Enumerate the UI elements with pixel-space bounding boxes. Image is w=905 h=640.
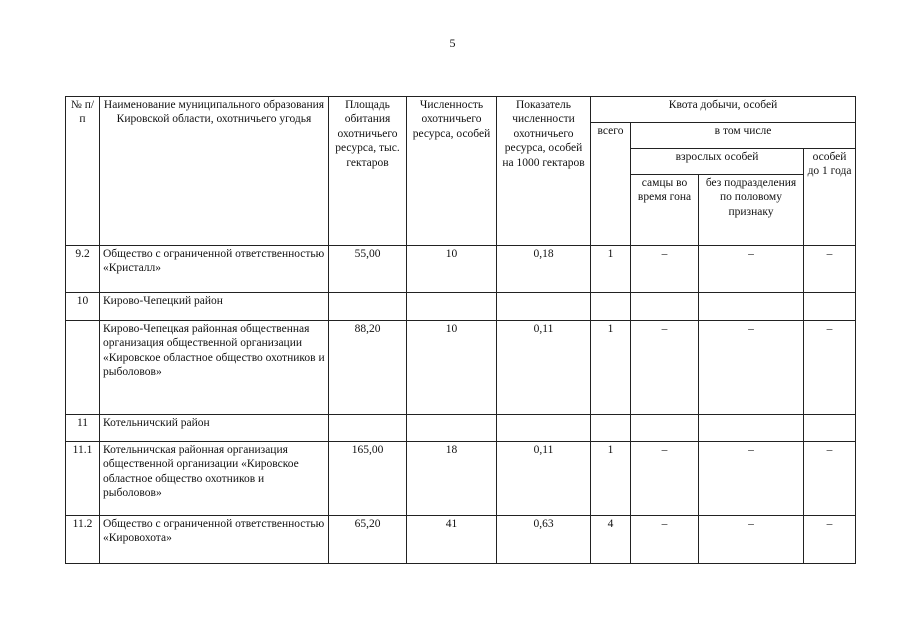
table-row <box>66 442 856 516</box>
cell-males-rut <box>631 415 699 442</box>
cell-area <box>329 293 407 321</box>
cell-density: 0,63 <box>497 516 591 564</box>
cell-num: 11 <box>66 415 100 442</box>
cell-males-rut: – <box>631 516 699 564</box>
cell-num: 9.2 <box>66 246 100 293</box>
cell-area: 55,00 <box>329 246 407 293</box>
cell-no-sex-split: – <box>699 321 804 415</box>
cell-total <box>591 415 631 442</box>
cell-name: Общество с ограниченной ответственностью «Кристалл» <box>100 246 329 293</box>
cell-area: 88,20 <box>329 321 407 415</box>
header-quota: Квота добычи, особей <box>591 97 856 123</box>
cell-no-sex-split: – <box>699 516 804 564</box>
header-count: Численность охотничьего ресурса, особей <box>407 97 497 246</box>
cell-males-rut <box>631 293 699 321</box>
cell-males-rut: – <box>631 321 699 415</box>
cell-count <box>407 293 497 321</box>
cell-under-year <box>804 415 856 442</box>
cell-count: 41 <box>407 516 497 564</box>
table-row <box>66 321 856 415</box>
cell-under-year: – <box>804 442 856 516</box>
quota-table <box>65 96 856 564</box>
cell-count: 18 <box>407 442 497 516</box>
cell-area: 165,00 <box>329 442 407 516</box>
cell-density: 0,18 <box>497 246 591 293</box>
header-no-sex-split: без подразделения по половому признаку <box>699 175 804 246</box>
cell-density <box>497 293 591 321</box>
header-density: Показатель численности охотничьего ресурса, особей на 1000 гектаров <box>497 97 591 246</box>
cell-total: 1 <box>591 321 631 415</box>
cell-count: 10 <box>407 246 497 293</box>
header-area: Площадь обитания охотничьего ресурса, тыс. гектаров <box>329 97 407 246</box>
page-number: 5 <box>449 36 456 50</box>
cell-under-year: – <box>804 246 856 293</box>
cell-density: 0,11 <box>497 442 591 516</box>
cell-num <box>66 321 100 415</box>
cell-area <box>329 415 407 442</box>
cell-total: 1 <box>591 442 631 516</box>
cell-no-sex-split: – <box>699 246 804 293</box>
cell-name: Кирово-Чепецкая районная общественная организация общественной организации «Кировское областное общество охотников и рыболовов» <box>100 321 329 415</box>
table-row <box>66 246 856 293</box>
table-row <box>66 293 856 321</box>
header-total: всего <box>591 123 631 246</box>
header-adults: взрослых особей <box>631 149 804 175</box>
cell-num: 11.2 <box>66 516 100 564</box>
cell-count <box>407 415 497 442</box>
cell-name: Общество с ограниченной ответственностью «Кировохота» <box>100 516 329 564</box>
cell-total <box>591 293 631 321</box>
cell-count: 10 <box>407 321 497 415</box>
cell-name: Котельничский район <box>100 415 329 442</box>
table-row <box>66 415 856 442</box>
cell-no-sex-split <box>699 293 804 321</box>
cell-under-year: – <box>804 516 856 564</box>
cell-num: 10 <box>66 293 100 321</box>
cell-no-sex-split <box>699 415 804 442</box>
header-including: в том числе <box>631 123 856 149</box>
header-num: № п/п <box>66 97 100 246</box>
cell-density: 0,11 <box>497 321 591 415</box>
cell-total: 4 <box>591 516 631 564</box>
cell-males-rut: – <box>631 442 699 516</box>
header-name: Наименование муниципального образования Кировской области, охотничьего угодья <box>100 97 329 246</box>
header-males-rut: самцы во время гона <box>631 175 699 246</box>
header-under-year: особей до 1 года <box>804 149 856 246</box>
cell-under-year: – <box>804 321 856 415</box>
cell-density <box>497 415 591 442</box>
cell-males-rut: – <box>631 246 699 293</box>
table-body <box>66 246 856 564</box>
cell-name: Котельничская районная организация общественной организации «Кировское областное общество охотников и рыболовов» <box>100 442 329 516</box>
table-row <box>66 516 856 564</box>
cell-name: Кирово-Чепецкий район <box>100 293 329 321</box>
cell-area: 65,20 <box>329 516 407 564</box>
cell-no-sex-split: – <box>699 442 804 516</box>
table-header <box>66 97 856 246</box>
cell-total: 1 <box>591 246 631 293</box>
cell-under-year <box>804 293 856 321</box>
cell-num: 11.1 <box>66 442 100 516</box>
